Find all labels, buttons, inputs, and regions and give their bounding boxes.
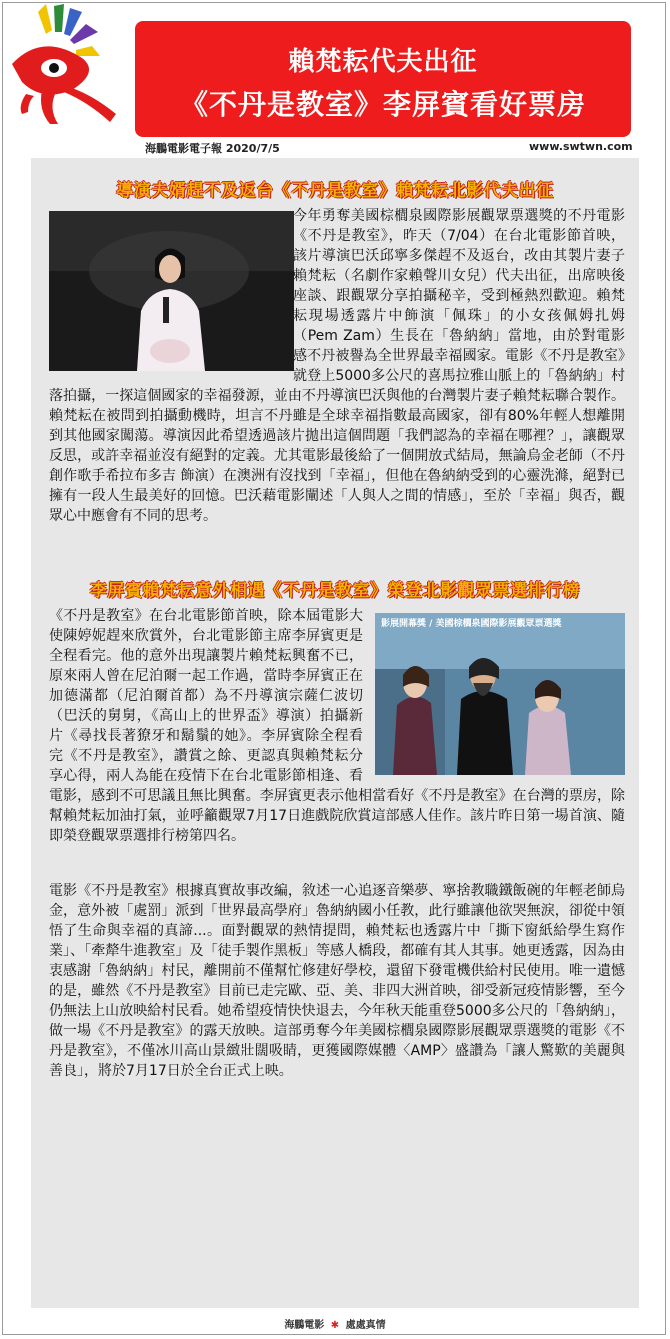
photo1-spacer bbox=[49, 206, 287, 371]
footer-brand bbox=[0, 1316, 670, 1331]
title-line-1: 賴梵耘代夫出征 bbox=[288, 47, 478, 77]
website-link[interactable]: www.swtwn.com bbox=[529, 140, 633, 153]
section1-headline: 導演夫婿趕不及返台《不丹是教室》賴梵耘北影代夫出征 bbox=[116, 181, 554, 201]
section2-headline: 李屏賓賴梵耘意外相遇《不丹是教室》榮登北影觀眾票選排行榜 bbox=[90, 581, 580, 601]
photo2-backdrop-text: 影展開幕獎 / 美國棕櫚泉國際影展觀眾票選獎 bbox=[381, 619, 562, 629]
photo2-spacer bbox=[369, 606, 625, 778]
section2-text: 《不丹是教室》在台北電影節首映，除本屆電影大使陳婷妮趕來欣賞外，台北電影節主席李屏賓更是全程看完。他的意外出現讓製片賴梵耘興奮不已，原來兩人曾在尼泊爾一起工作過，當時李屏賓正在加德滿都（尼泊爾首都）為不丹導演宗薩仁波切（巴沃的舅舅，《高山上的世界盃》導演）拍攝新片《尋找長著獠牙和鬍鬚的她》。李屏賓除全程看完《不丹是教室》，讚賞之餘、更認真與賴梵耘分享心得，兩人為能在疫情下在台北電影節相逢、看電影，感到不可思議且無比興奮。李屏賓更表示他相當看好《不丹是教室》在台灣的票房，除幫賴梵耘加油打氣，並呼籲觀眾7月17日進戲院欣賞這部感人佳作。該片昨日第一場首演、隨即榮登觀眾票選排行榜第四名。 bbox=[49, 608, 625, 844]
section1-paragraph bbox=[49, 206, 625, 526]
footer-left: 海鵬電影 bbox=[284, 1320, 325, 1331]
publisher-date: 海鵬電影電子報 2020/7/5 bbox=[145, 142, 280, 155]
section2-paragraph bbox=[49, 606, 625, 846]
title-line-2: 《不丹是教室》李屏賓看好票房 bbox=[179, 88, 586, 121]
footer-right: 處處真情 bbox=[345, 1320, 386, 1331]
article-panel bbox=[31, 158, 639, 1308]
section3-paragraph: 電影《不丹是教室》根據真實故事改編，敘述一心追逐音樂夢、寧捨教職鐵飯碗的年輕老師烏金，意外被「處罰」派到「世界最高學府」魯納納國小任教，此行雖讓他欲哭無淚，卻從中領悟了生命與幸福的真諦...。面對觀眾的熱情提問，賴梵耘也透露片中「撕下窗紙給學生寫作業」、「牽犛牛進教室」及「徒手製作黑板」等感人橋段，都確有其人其事。她更透露，因為由衷感謝「魯納納」村民，離開前不僅幫忙修建好學校，還留下發電機供給村民使用。唯一遺憾的是，雖然《不丹是教室》目前已走完歐、亞、美、非四大洲首映，卻受新冠疫情影響，至今仍無法上山放映給村民看。她希望疫情快快退去，今年秋天能重登5000多公尺的「魯納納」，做一場《不丹是教室》的露天放映。這部勇奪今年美國棕櫚泉國際影展觀眾票選獎的電影《不丹是教室》，不僅冰川高山景緻壯闊吸睛，更獲國際媒體〈AMP〉盛讚為「讓人驚歎的美麗與善良」，將於7月17日於全台正式上映。 bbox=[49, 883, 625, 1079]
footer-logo-icon: ✱ bbox=[330, 1320, 340, 1331]
section1-text: 今年勇奪美國棕櫚泉國際影展觀眾票選獎的不丹電影《不丹是教室》，昨天（7/04）在台北電影節首映，該片導演巴沃邱寧多傑趕不及返台，改由其製片妻子賴梵耘（名劇作家賴聲川女兒）代夫出征，出席映後座談、跟觀眾分享拍攝秘辛，受到極熱烈歡迎。賴梵耘現場透露片中飾演「佩珠」的小女孩佩姆扎姆（Pem Zam）生長在「魯納納」當地，由於對電影感不丹被譽為全世界最幸福國家。電影《不丹是教室》就登上5000多公尺的喜馬拉雅山脈上的「魯納納」村落拍攝，一探這個國家的幸福發源，並由不丹導演巴沃與他的台灣製片妻子賴梵耘聯合製作。賴梵耘在被問到拍攝動機時，坦言不丹雖是全球幸福指數最高國家，卻有80%年輕人想離開到其他國家闖蕩。導演因此希望透過該片拋出這個問題「我們認為的幸福在哪裡？」，讓觀眾反思，或許幸福並沒有絕對的定義。尤其電影最後給了一個開放式結局，無論烏金老師（不丹創作歌手希拉布多吉 飾演）在澳洲有沒找到「幸福」，但他在魯納納受到的心靈洗滌，絕對已擁有一段人生最美好的回憶。巴沃藉電影闡述「人與人之間的情感」，至於「幸福」與否，觀眾心中應會有不同的思考。 bbox=[49, 208, 625, 524]
title-banner bbox=[135, 21, 631, 137]
haipeng-logo-icon bbox=[2, 2, 137, 132]
